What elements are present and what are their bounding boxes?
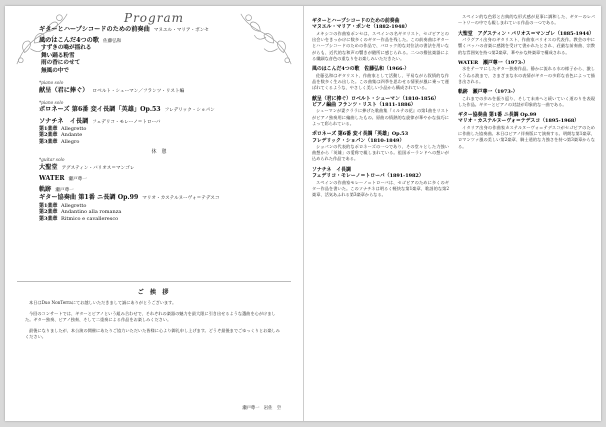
note-text: 佐藤弘和はギタリスト、作曲家として活動し、平易ながら叙情的な作品を数多く生み出した。この曲集は四季を思わせる情景が風に乗って運ばれてくるような、やさしく美しい小品から構成されている。 xyxy=(312,72,449,91)
spacer xyxy=(39,75,279,78)
program-page xyxy=(5,6,304,421)
program-piece xyxy=(39,175,279,183)
note-text: メキシコの作曲家ポンセは、スペインの名ギタリスト、セゴビアとの出会いをきっかけに数多くのギター作品を残した。この前奏曲はギターとハープシコードのための作品で、バロック的な対位法の書法を用いながらも、近代的な和声の響きが随所に感じられる。二つの撥弦楽器による繊細な音色の重なりをお楽しみいただきたい。 xyxy=(312,30,449,61)
spacer xyxy=(39,95,279,98)
piece-composer: ロベルト・シューマン／フランツ・リスト編 xyxy=(92,88,185,94)
program-piece xyxy=(39,118,279,126)
note-heading: 大聖堂 アグスティン・バリオス＝マンゴレ（1885-1944） xyxy=(458,30,595,37)
piece-composer: マリオ・カステルヌーヴォ＝テデスコ xyxy=(142,196,220,202)
movement-number: 第1楽章 xyxy=(39,202,58,209)
piece-movement xyxy=(39,216,279,223)
greeting-section xyxy=(17,281,291,417)
piece-composer: 佐藤弘和 xyxy=(103,39,122,45)
piece-movement: 雨の香にのせて xyxy=(41,60,81,67)
program-piece xyxy=(39,194,279,202)
piece-movement xyxy=(39,209,279,216)
greeting-paragraph: 最後になりましたが、本公演の開催にあたりご協力いただいた皆様に心より御礼申し上げます。どうぞ最後までごゆっくりとお楽しみください。 xyxy=(25,327,280,339)
note-heading: 軌跡 瀬戸尊一（1973-） xyxy=(458,89,518,96)
piece-title: ギターとハープシコードのための前奏曲 xyxy=(39,26,150,33)
movement-number: 第1楽章 xyxy=(39,125,58,132)
piece-movement: 舞い踊る粉雪 xyxy=(41,52,75,59)
greeting-paragraph: 本日はDuo NonTerraにてお越しいただきまして誠にありがとうございます。 xyxy=(29,300,177,305)
note-heading: ギターとハープシコードのための前奏曲 マヌエル・マリア・ポンセ（1882-1948） xyxy=(312,18,410,31)
movement-number: 第2楽章 xyxy=(39,209,58,216)
piece-composer: フレデリック・ショパン xyxy=(164,108,215,114)
note-text: ショパンの代表的なポロネーズの一つであり、その堂々とした力強い曲想から「英雄」の愛称で親しまれている。祖国ポーランドへの想いが込められた作品である。 xyxy=(312,143,449,162)
movement-number: 第3楽章 xyxy=(39,215,58,222)
movement-tempo: Andante xyxy=(61,132,83,139)
note-text: パラグアイ出身のギタリスト、作曲家バリオスの代表作。教会の中に響くバッハの音楽に感銘を受けて書かれたとされ、荘厳な前奏曲、宗教的な雰囲気を持つ第2楽章、華やかな終楽章で構成される。 xyxy=(458,36,595,55)
piece-movement: 無風の中で xyxy=(41,67,69,74)
notes-column-1 xyxy=(312,14,449,414)
performer-note: *guitar solo xyxy=(39,158,65,164)
piece-title: 軌跡 xyxy=(39,186,52,194)
movement-number: 第2楽章 xyxy=(39,132,58,139)
note-text: シューマンが妻クララに捧げた歌曲集『ミルテの花』の第1曲をリストがピアノ独奏用に編曲したもの。原曲の情熱的な旋律が華やかな技巧によって彩られている。 xyxy=(312,108,449,126)
notes-page xyxy=(304,6,601,421)
movement-tempo: Allegro xyxy=(61,138,80,145)
note-text: 水をテーマにしたギター独奏作品。静かに流れる水の様子から、激しくうねる波まで、さまざまな水の表情がギターの多彩な音色によって描き出される。 xyxy=(458,66,595,84)
piece-movement: すずきの鳴が揺れる xyxy=(41,45,92,52)
piece-title: ポロネーズ 第6番 変イ長調「英雄」Op.53 xyxy=(39,106,161,114)
program-heading: Program xyxy=(124,11,184,25)
piece-title: ソナチネ イ長調 xyxy=(39,117,89,125)
greeting-paragraph: 今回のコンサートでは、ギターとピアノという組み合わせで、それぞれの楽器の魅力を最大限に引き出せるような選曲を心がけました。ギター独奏、ピアノ独奏、そして二重奏による作品をお楽しみください。 xyxy=(25,310,276,322)
program-piece xyxy=(39,87,279,95)
greeting-signature: 瀬戸尊一 岩佐 空 xyxy=(242,406,281,411)
piece-movement xyxy=(39,132,279,139)
piece-title: 大聖堂 xyxy=(39,163,58,171)
note-heading: ソナチネ イ長調 フェデリコ・モレーノ＝トローバ（1891-1982） xyxy=(312,166,424,180)
movement-tempo: Allegretto xyxy=(61,125,87,132)
piece-composer: フェデリコ・モレーノ＝トローバ xyxy=(92,119,161,125)
note-text: イタリア出身の作曲家カステルヌーヴォ＝テデスコがセゴビアのために作曲した協奏曲。本日はピアノ伴奏版にて演奏する。明朗な第1楽章、ロマンツァ風の美しい第2楽章、騎士道的な力強さを持つ第3楽章からなる。 xyxy=(458,124,595,149)
piece-composer: 瀬戸尊一 xyxy=(68,177,87,183)
note-heading: 献呈（君に捧ぐ）ロベルト・シューマン（1810-1856） ピアノ編曲 フランツ・リスト（1811-1886） xyxy=(312,95,439,108)
program-piece xyxy=(39,26,279,34)
note-heading: 風のはこんだ4つの歌 佐藤弘和（1966-） xyxy=(312,66,410,73)
greeting-body xyxy=(17,300,291,341)
note-text: これまでの歩みを振り返り、そして未来へと続いていく道のりを表現した作品。ギターとピアノの対話が印象的な一曲である。 xyxy=(458,95,595,107)
note-heading: ギター協奏曲 第1番 ニ長調 Op.99 マリオ・カステルヌーヴォ＝テデスコ（1895-1968） xyxy=(458,112,580,125)
movement-tempo: Ritmico e cavalleresco xyxy=(61,215,119,222)
note-text: スペインの作曲家モレーノ＝トローバは、セゴビアのために多くのギター作品を書いた。このソナチネは明るく軽快な第1楽章、歌謡的な第2楽章、活気あふれる第3楽章からなる。 xyxy=(312,179,449,198)
movement-tempo: Allegretto xyxy=(61,202,87,209)
intermission-label: 休 憩 xyxy=(151,148,167,155)
movement-number: 第3楽章 xyxy=(39,138,58,145)
greeting-title: ご 挨 拶 xyxy=(137,289,171,296)
piece-composer: 瀬戸尊一 xyxy=(55,188,74,194)
piece-title: ギター協奏曲 第1番 ニ長調 Op.99 xyxy=(39,194,139,202)
piece-title: WATER xyxy=(39,175,65,183)
performer-note: *piano solo xyxy=(39,80,64,86)
booklet-spread xyxy=(5,6,601,421)
note-text: スペイン的な色彩と古典的な形式感が見事に調和した、ギターのレパートリーの中でも親しまれている作品の一つである。 xyxy=(458,14,595,26)
program-piece xyxy=(39,164,279,172)
piece-title: 風のはこんだ4つの歌 xyxy=(39,37,99,45)
note-heading: WATER 瀬戸尊一（1973-） xyxy=(458,59,529,66)
piece-movement xyxy=(39,139,279,146)
program-piece xyxy=(39,106,279,114)
notes-column-2 xyxy=(458,14,595,414)
piece-title: 献呈（君に捧ぐ） xyxy=(39,86,89,94)
program-list xyxy=(39,26,279,222)
piece-composer: マヌエル・マリア・ポンセ xyxy=(153,28,209,33)
note-heading: ポロネーズ 第6番 変イ長調「英雄」Op.53 フレデリック・ショパン（1810-1849） xyxy=(312,131,409,144)
performer-note: *piano solo xyxy=(39,100,64,106)
movement-tempo: Andantino alla romanza xyxy=(61,209,122,216)
piece-composer: アグスティン・バリオス＝マンゴレ xyxy=(61,165,135,171)
